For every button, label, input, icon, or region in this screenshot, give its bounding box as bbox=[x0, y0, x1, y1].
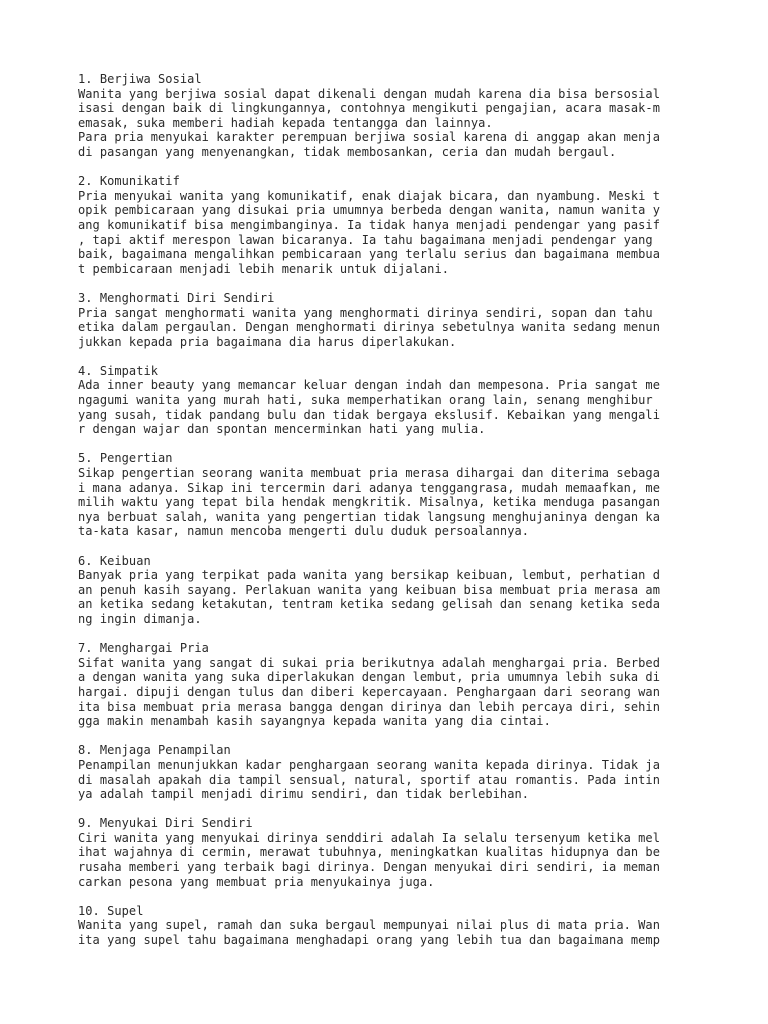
paragraph-line: Sikap pengertian seorang wanita membuat pria merasa dihargai dan diterima sebaga bbox=[78, 466, 660, 481]
paragraph-line: a dengan wanita yang suka diperlakukan dengan lembut, pria umumnya lebih suka di bbox=[78, 670, 660, 685]
paragraph-line: Ada inner beauty yang memancar keluar dengan indah dan mempesona. Pria sangat me bbox=[78, 378, 660, 393]
paragraph-line: ang komunikatif bisa mengimbanginya. Ia tidak hanya menjadi pendengar yang pasif bbox=[78, 217, 660, 232]
section-heading: 3. Menghormati Diri Sendiri bbox=[78, 290, 275, 305]
section-heading: 8. Menjaga Penampilan bbox=[78, 743, 231, 758]
paragraph-line: isasi dengan baik di lingkungannya, contohnya mengikuti pengajian, acara masak-m bbox=[78, 101, 660, 116]
paragraph-line: Pria sangat menghormati wanita yang menghormati dirinya sendiri, sopan dan tahu bbox=[78, 305, 653, 320]
paragraph-line: Wanita yang berjiwa sosial dapat dikenali dengan mudah karena dia bisa bersosial bbox=[78, 86, 660, 101]
paragraph-line: an ketika sedang ketakutan, tentram ketika sedang gelisah dan senang ketika seda bbox=[78, 597, 660, 612]
paragraph-line: , tapi aktif merespon lawan bicaranya. Ia tahu bagaimana menjadi pendengar yang bbox=[78, 232, 653, 247]
section bbox=[78, 451, 698, 539]
document-body bbox=[78, 72, 698, 962]
paragraph-line: r dengan wajar dan spontan mencerminkan hati yang mulia. bbox=[78, 422, 486, 437]
section-heading: 4. Simpatik bbox=[78, 363, 159, 378]
paragraph-line: ngagumi wanita yang murah hati, suka memperhatikan orang lain, senang menghibur bbox=[78, 393, 653, 408]
paragraph-line: carkan pesona yang membuat pria menyukainya juga. bbox=[78, 874, 435, 889]
paragraph-line: di masalah apakah dia tampil sensual, natural, sportif atau romantis. Pada intin bbox=[78, 772, 660, 787]
paragraph-line: Penampilan menunjukkan kadar penghargaan seorang wanita kepada dirinya. Tidak ja bbox=[78, 757, 660, 772]
section bbox=[78, 174, 698, 276]
paragraph-line: milih waktu yang tepat bila hendak mengkritik. Misalnya, ketika menduga pasangan bbox=[78, 495, 660, 510]
paragraph-line: baik, bagaimana mengalihkan pembicaraan yang terlalu serius dan bagaimana membua bbox=[78, 247, 660, 262]
paragraph-line: ya adalah tampil menjadi dirimu sendiri, dan tidak berlebihan. bbox=[78, 787, 530, 802]
paragraph-line: Pria menyukai wanita yang komunikatif, enak diajak bicara, dan nyambung. Meski t bbox=[78, 188, 660, 203]
section bbox=[78, 554, 698, 627]
section-heading: 6. Keibuan bbox=[78, 553, 151, 568]
paragraph-line: an penuh kasih sayang. Perlakuan wanita yang keibuan bisa membuat pria merasa am bbox=[78, 582, 660, 597]
section bbox=[78, 72, 698, 160]
section-heading: 7. Menghargai Pria bbox=[78, 641, 209, 656]
paragraph-line: ng ingin dimanja. bbox=[78, 611, 202, 626]
section-heading: 10. Supel bbox=[78, 903, 144, 918]
section bbox=[78, 291, 698, 349]
section bbox=[78, 364, 698, 437]
paragraph-line: nya berbuat salah, wanita yang pengertian tidak langsung menghujaninya dengan ka bbox=[78, 509, 660, 524]
section-heading: 5. Pengertian bbox=[78, 451, 173, 466]
paragraph-line: ihat wajahnya di cermin, merawat tubuhnya, meningkatkan kualitas hidupnya dan be bbox=[78, 845, 660, 860]
paragraph-line: i mana adanya. Sikap ini tercermin dari adanya tenggangrasa, mudah memaafkan, me bbox=[78, 480, 660, 495]
paragraph-line: emasak, suka memberi hadiah kepada tentangga dan lainnya. bbox=[78, 115, 493, 130]
paragraph-line: opik pembicaraan yang disukai pria umumnya berbeda dengan wanita, namun wanita y bbox=[78, 203, 660, 218]
paragraph-line: Para pria menyukai karakter perempuan berjiwa sosial karena di anggap akan menja bbox=[78, 130, 660, 145]
paragraph-line: hargai. dipuji dengan tulus dan diberi kepercayaan. Penghargaan dari seorang wan bbox=[78, 684, 660, 699]
paragraph-line: ita bisa membuat pria merasa bangga dengan dirinya dan lebih percaya diri, sehin bbox=[78, 699, 660, 714]
section bbox=[78, 904, 698, 948]
section-heading: 2. Komunikatif bbox=[78, 174, 180, 189]
paragraph-line: Banyak pria yang terpikat pada wanita yang bersikap keibuan, lembut, perhatian d bbox=[78, 568, 660, 583]
paragraph-line: ta-kata kasar, namun mencoba mengerti dulu duduk persoalannya. bbox=[78, 524, 530, 539]
paragraph-line: yang susah, tidak pandang bulu dan tidak bergaya ekslusif. Kebaikan yang mengali bbox=[78, 407, 660, 422]
paragraph-line: Ciri wanita yang menyukai dirinya senddiri adalah Ia selalu tersenyum ketika mel bbox=[78, 830, 660, 845]
section bbox=[78, 816, 698, 889]
paragraph-line: Sifat wanita yang sangat di sukai pria berikutnya adalah menghargai pria. Berbed bbox=[78, 655, 660, 670]
paragraph-line: rusaha memberi yang terbaik bagi dirinya. Dengan menyukai diri sendiri, ia meman bbox=[78, 860, 660, 875]
paragraph-line: di pasangan yang menyenangkan, tidak membosankan, ceria dan mudah bergaul. bbox=[78, 144, 617, 159]
section-heading: 9. Menyukai Diri Sendiri bbox=[78, 816, 253, 831]
paragraph-line: ita yang supel tahu bagaimana menghadapi orang yang lebih tua dan bagaimana memp bbox=[78, 933, 660, 948]
paragraph-line: jukkan kepada pria bagaimana dia harus diperlakukan. bbox=[78, 334, 457, 349]
paragraph-line: gga makin menambah kasih sayangnya kepada wanita yang dia cintai. bbox=[78, 714, 551, 729]
section bbox=[78, 743, 698, 801]
paragraph-line: t pembicaraan menjadi lebih menarik untuk dijalani. bbox=[78, 261, 450, 276]
section-heading: 1. Berjiwa Sosial bbox=[78, 72, 202, 86]
section bbox=[78, 641, 698, 729]
paragraph-line: Wanita yang supel, ramah dan suka bergaul mempunyai nilai plus di mata pria. Wan bbox=[78, 918, 660, 933]
paragraph-line: etika dalam pergaulan. Dengan menghormati dirinya sebetulnya wanita sedang menun bbox=[78, 320, 660, 335]
